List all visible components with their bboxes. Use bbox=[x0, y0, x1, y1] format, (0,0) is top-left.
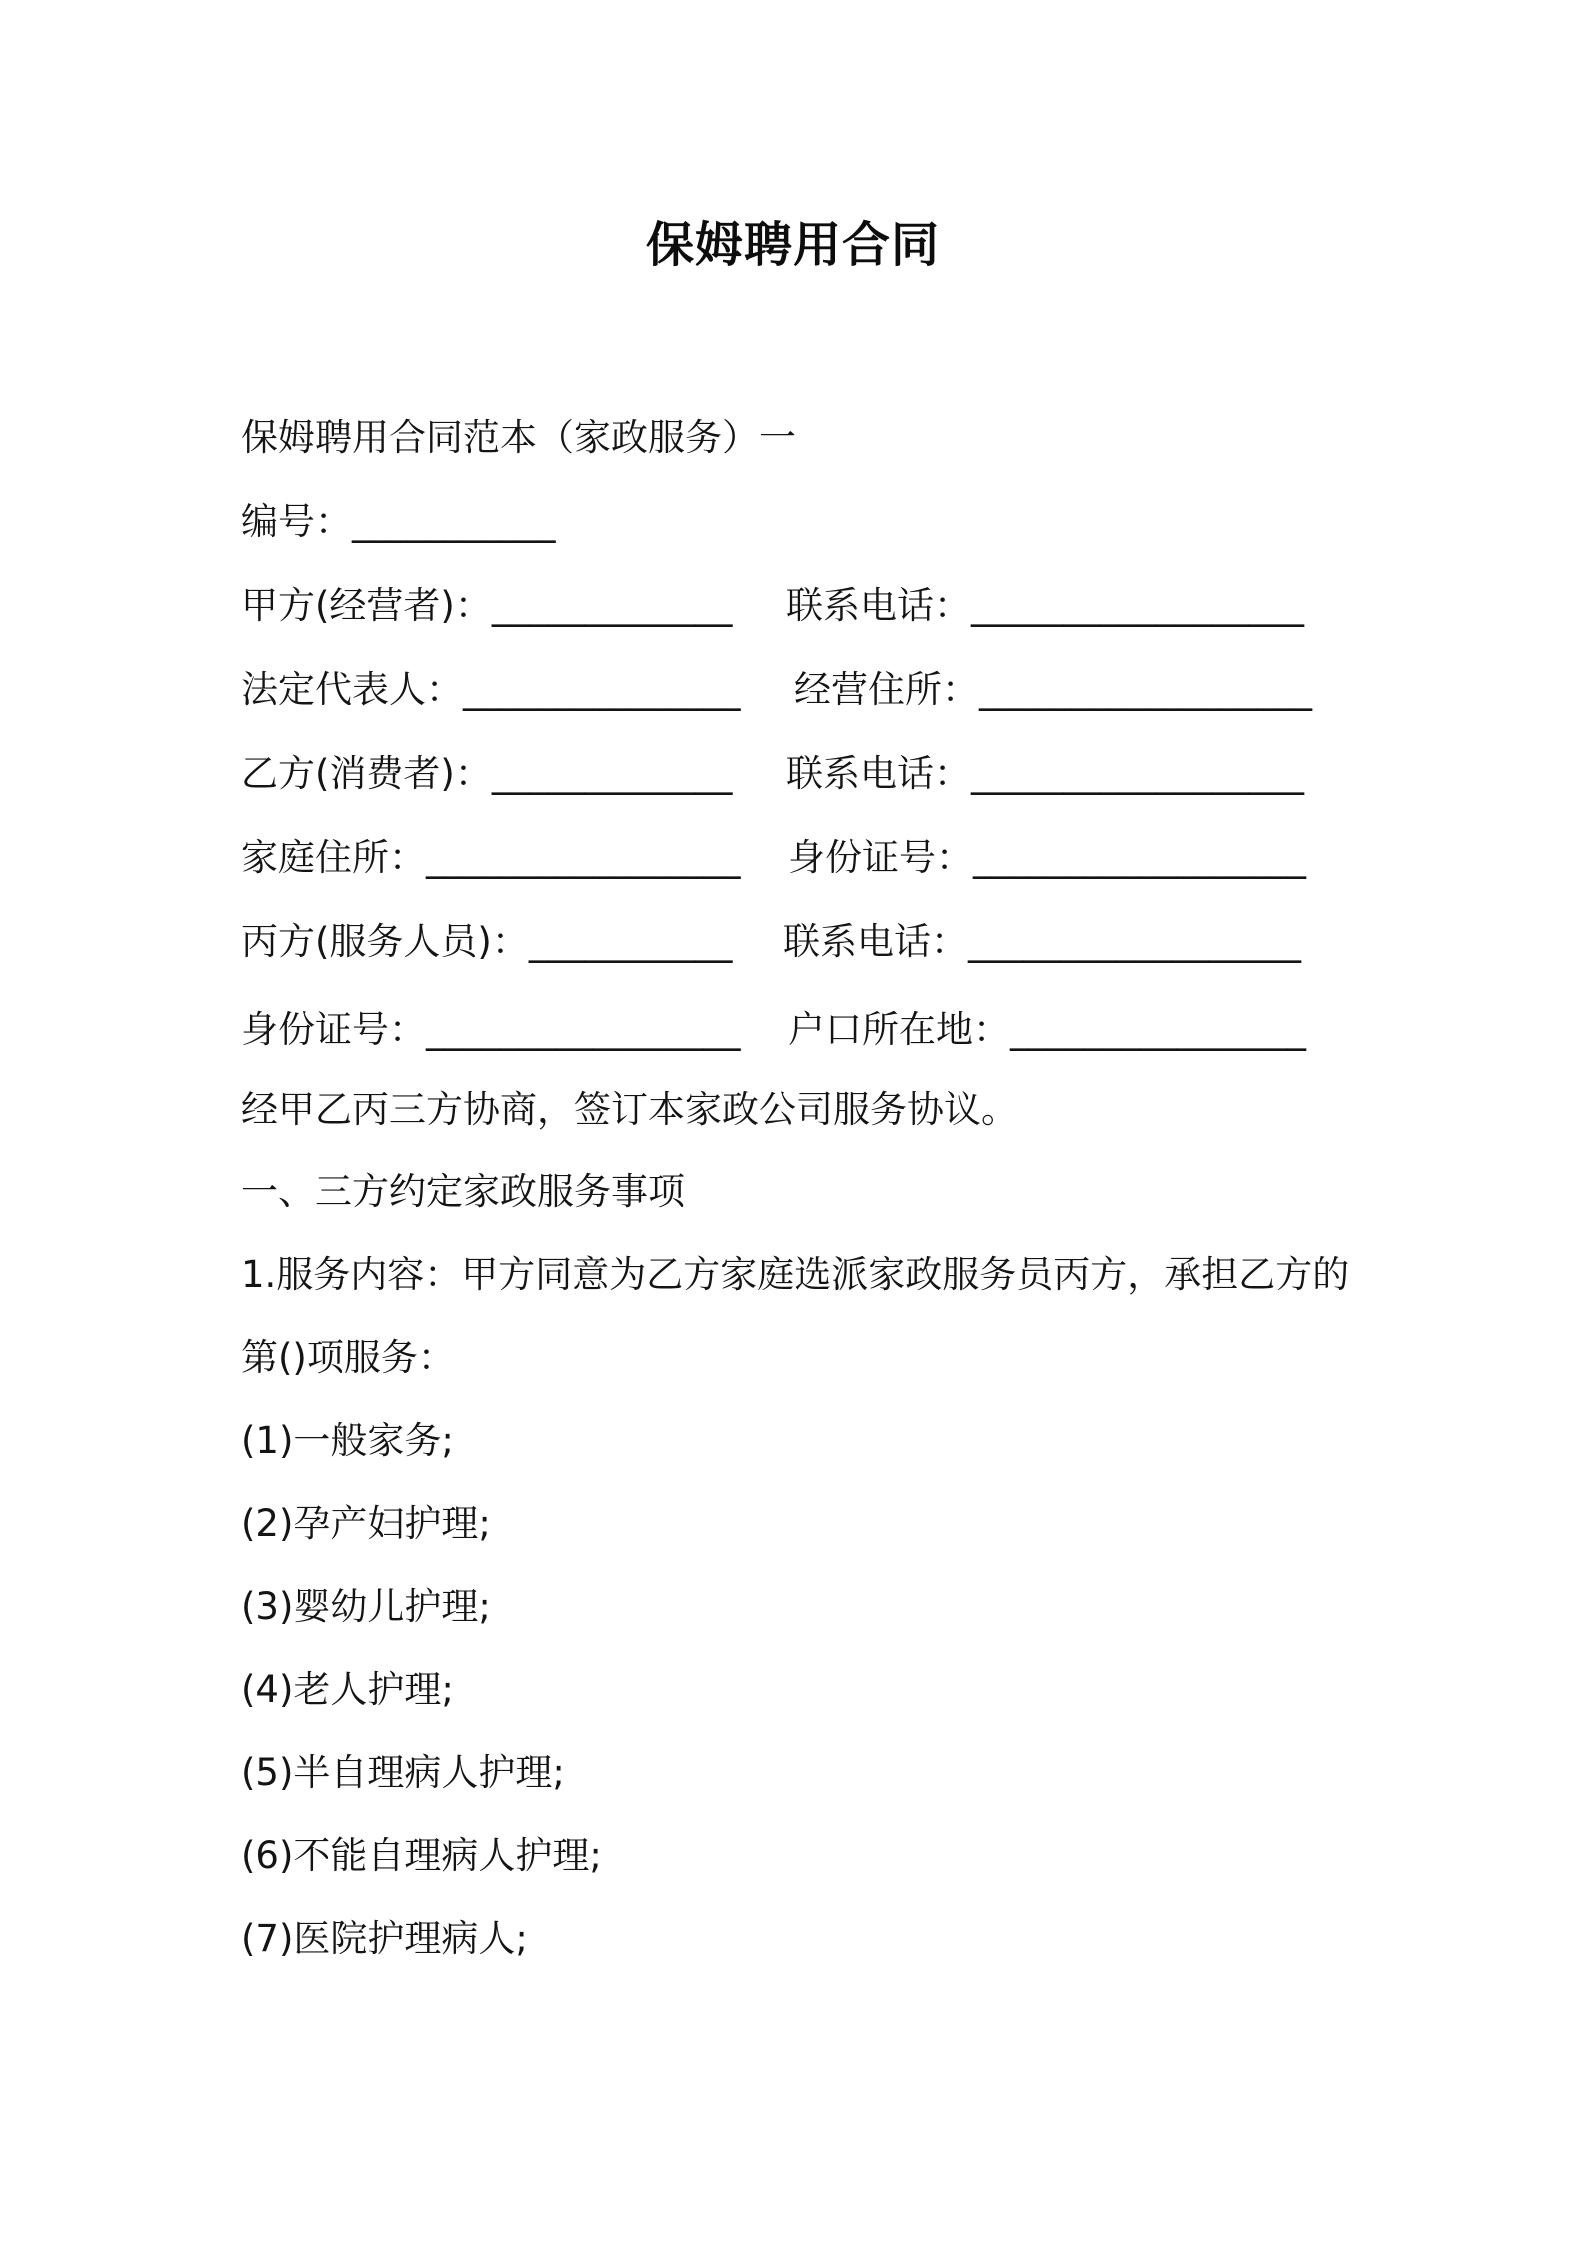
service-item: (3)婴幼儿护理; bbox=[241, 1585, 491, 1628]
section-1-heading: 一、三方约定家政服务事项 bbox=[241, 1170, 685, 1213]
party-c-id-field: 身份证号：_________________ bbox=[241, 1008, 741, 1051]
party-b-phone-field: 联系电话：__________________ bbox=[786, 752, 1304, 795]
clause-1-line-1: 1.服务内容：甲方同意为乙方家庭选派家政服务员丙方，承担乙方的 bbox=[241, 1253, 1350, 1296]
home-address-row bbox=[241, 832, 1361, 884]
service-item: (5)半自理病人护理; bbox=[241, 1751, 565, 1794]
party-c-row bbox=[241, 916, 1361, 968]
party-c-id-row bbox=[241, 1004, 1361, 1056]
party-b-id-field: 身份证号：__________________ bbox=[788, 836, 1306, 879]
service-item: (7)医院护理病人; bbox=[241, 1917, 528, 1960]
party-c-phone-field: 联系电话：__________________ bbox=[783, 920, 1301, 963]
service-item: (2)孕产妇护理; bbox=[241, 1502, 491, 1545]
party-b-row bbox=[241, 748, 1361, 800]
party-a-row bbox=[241, 580, 1361, 632]
document-title: 保姆聘用合同 bbox=[645, 217, 940, 273]
clause-1-line-2: 第()项服务： bbox=[241, 1336, 455, 1379]
household-field: 户口所在地：________________ bbox=[788, 1008, 1306, 1051]
intro-paragraph: 经甲乙丙三方协商，签订本家政公司服务协议。 bbox=[241, 1088, 1018, 1131]
service-item: (6)不能自理病人护理; bbox=[241, 1834, 602, 1877]
legal-rep-row bbox=[241, 664, 1361, 716]
service-item: (1)一般家务; bbox=[241, 1419, 454, 1462]
party-b-field: 乙方(消费者)：_____________ bbox=[241, 752, 733, 795]
contract-number: 编号：___________ bbox=[241, 500, 556, 543]
party-a-field: 甲方(经营者)：_____________ bbox=[241, 584, 733, 627]
business-address-field: 经营住所：__________________ bbox=[794, 668, 1312, 711]
legal-rep-field: 法定代表人：_______________ bbox=[241, 668, 741, 711]
service-item: (4)老人护理; bbox=[241, 1668, 454, 1711]
home-address-field: 家庭住所：_________________ bbox=[241, 836, 741, 879]
party-a-phone-field: 联系电话：__________________ bbox=[786, 584, 1304, 627]
contract-subtitle: 保姆聘用合同范本（家政服务）一 bbox=[241, 416, 796, 459]
party-c-field: 丙方(服务人员)：___________ bbox=[241, 920, 733, 963]
